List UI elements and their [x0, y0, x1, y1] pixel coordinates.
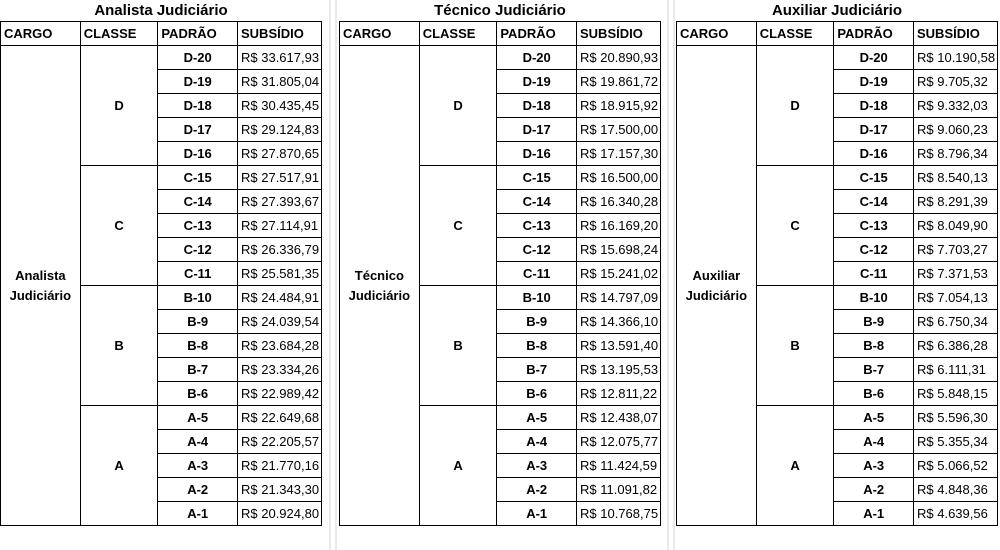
salary-block-analista — [0, 0, 322, 526]
block-title: Técnico Judiciário — [434, 2, 566, 19]
table-row — [677, 46, 998, 70]
subsidio-cell: R$ 17.157,30 — [577, 142, 661, 166]
padrao-cell: D-20 — [158, 46, 238, 70]
subsidio-cell: R$ 22.989,42 — [238, 382, 322, 406]
table-row — [1, 46, 322, 70]
header-padrao: PADRÃO — [158, 22, 238, 46]
padrao-cell: C-15 — [834, 166, 914, 190]
table-row — [340, 46, 661, 70]
header-cargo: CARGO — [677, 22, 757, 46]
table-body — [340, 46, 661, 526]
subsidio-cell: R$ 9.705,32 — [914, 70, 998, 94]
salary-table — [676, 21, 998, 526]
padrao-cell: D-20 — [497, 46, 577, 70]
padrao-cell: D-19 — [834, 70, 914, 94]
padrao-cell: C-14 — [834, 190, 914, 214]
padrao-cell: D-17 — [834, 118, 914, 142]
subsidio-cell: R$ 16.169,20 — [577, 214, 661, 238]
subsidio-cell: R$ 24.484,91 — [238, 286, 322, 310]
padrao-cell: A-5 — [834, 406, 914, 430]
subsidio-cell: R$ 16.500,00 — [577, 166, 661, 190]
subsidio-cell: R$ 17.500,00 — [577, 118, 661, 142]
padrao-cell: C-15 — [497, 166, 577, 190]
padrao-cell: A-3 — [497, 454, 577, 478]
classe-cell: B — [756, 286, 834, 406]
padrao-cell: A-3 — [158, 454, 238, 478]
classe-cell: B — [419, 286, 497, 406]
header-subsidio: SUBSÍDIO — [577, 22, 661, 46]
classe-cell: D — [419, 46, 497, 166]
subsidio-cell: R$ 33.617,93 — [238, 46, 322, 70]
padrao-cell: D-19 — [158, 70, 238, 94]
classe-cell: C — [80, 166, 158, 286]
padrao-cell: B-9 — [158, 310, 238, 334]
table-body — [1, 46, 322, 526]
padrao-cell: C-12 — [834, 238, 914, 262]
subsidio-cell: R$ 23.684,28 — [238, 334, 322, 358]
subsidio-cell: R$ 15.241,02 — [577, 262, 661, 286]
subsidio-cell: R$ 13.195,53 — [577, 358, 661, 382]
subsidio-cell: R$ 10.768,75 — [577, 502, 661, 526]
subsidio-cell: R$ 5.848,15 — [914, 382, 998, 406]
classe-cell: D — [756, 46, 834, 166]
cargo-cell: Analista Judiciário — [1, 46, 81, 526]
subsidio-cell: R$ 8.540,13 — [914, 166, 998, 190]
padrao-cell: D-17 — [497, 118, 577, 142]
padrao-cell: C-11 — [158, 262, 238, 286]
padrao-cell: B-9 — [497, 310, 577, 334]
classe-cell: D — [80, 46, 158, 166]
padrao-cell: D-16 — [497, 142, 577, 166]
header-cargo: CARGO — [340, 22, 420, 46]
classe-cell: A — [419, 406, 497, 526]
padrao-cell: A-4 — [158, 430, 238, 454]
subsidio-cell: R$ 5.355,34 — [914, 430, 998, 454]
subsidio-cell: R$ 27.870,65 — [238, 142, 322, 166]
cargo-cell: Auxiliar Judiciário — [677, 46, 757, 526]
subsidio-cell: R$ 26.336,79 — [238, 238, 322, 262]
subsidio-cell: R$ 20.890,93 — [577, 46, 661, 70]
subsidio-cell: R$ 12.438,07 — [577, 406, 661, 430]
header-cargo: CARGO — [1, 22, 81, 46]
padrao-cell: A-2 — [158, 478, 238, 502]
subsidio-cell: R$ 20.924,80 — [238, 502, 322, 526]
subsidio-cell: R$ 6.386,28 — [914, 334, 998, 358]
padrao-cell: D-19 — [497, 70, 577, 94]
subsidio-cell: R$ 8.291,39 — [914, 190, 998, 214]
padrao-cell: B-6 — [158, 382, 238, 406]
subsidio-cell: R$ 27.393,67 — [238, 190, 322, 214]
padrao-cell: C-13 — [834, 214, 914, 238]
subsidio-cell: R$ 4.848,36 — [914, 478, 998, 502]
padrao-cell: D-17 — [158, 118, 238, 142]
subsidio-cell: R$ 7.371,53 — [914, 262, 998, 286]
padrao-cell: C-14 — [158, 190, 238, 214]
header-row — [1, 22, 322, 46]
subsidio-cell: R$ 21.343,30 — [238, 478, 322, 502]
subsidio-cell: R$ 9.332,03 — [914, 94, 998, 118]
subsidio-cell: R$ 31.805,04 — [238, 70, 322, 94]
subsidio-cell: R$ 10.190,58 — [914, 46, 998, 70]
classe-cell: C — [756, 166, 834, 286]
subsidio-cell: R$ 11.091,82 — [577, 478, 661, 502]
block-title: Auxiliar Judiciário — [771, 2, 903, 19]
padrao-cell: B-8 — [497, 334, 577, 358]
subsidio-cell: R$ 23.334,26 — [238, 358, 322, 382]
padrao-cell: A-2 — [497, 478, 577, 502]
padrao-cell: D-18 — [497, 94, 577, 118]
header-classe: CLASSE — [756, 22, 834, 46]
padrao-cell: A-5 — [158, 406, 238, 430]
padrao-cell: C-12 — [158, 238, 238, 262]
subsidio-cell: R$ 5.596,30 — [914, 406, 998, 430]
padrao-cell: A-3 — [834, 454, 914, 478]
padrao-cell: B-6 — [497, 382, 577, 406]
padrao-cell: D-18 — [158, 94, 238, 118]
padrao-cell: A-2 — [834, 478, 914, 502]
subsidio-cell: R$ 9.060,23 — [914, 118, 998, 142]
padrao-cell: D-20 — [834, 46, 914, 70]
salary-table — [339, 21, 661, 526]
block-title: Analista Judiciário — [94, 2, 228, 19]
subsidio-cell: R$ 14.366,10 — [577, 310, 661, 334]
padrao-cell: A-4 — [497, 430, 577, 454]
padrao-cell: A-1 — [497, 502, 577, 526]
salary-block-tecnico — [339, 0, 661, 526]
subsidio-cell: R$ 4.639,56 — [914, 502, 998, 526]
padrao-cell: B-8 — [834, 334, 914, 358]
table-body — [677, 46, 998, 526]
subsidio-cell: R$ 16.340,28 — [577, 190, 661, 214]
header-subsidio: SUBSÍDIO — [238, 22, 322, 46]
padrao-cell: C-11 — [497, 262, 577, 286]
classe-cell: A — [80, 406, 158, 526]
salary-table — [0, 21, 322, 526]
cargo-cell: Técnico Judiciário — [340, 46, 420, 526]
padrao-cell: C-13 — [497, 214, 577, 238]
subsidio-cell: R$ 8.049,90 — [914, 214, 998, 238]
subsidio-cell: R$ 12.075,77 — [577, 430, 661, 454]
subsidio-cell: R$ 5.066,52 — [914, 454, 998, 478]
subsidio-cell: R$ 13.591,40 — [577, 334, 661, 358]
padrao-cell: C-15 — [158, 166, 238, 190]
padrao-cell: B-10 — [158, 286, 238, 310]
subsidio-cell: R$ 8.796,34 — [914, 142, 998, 166]
subsidio-cell: R$ 11.424,59 — [577, 454, 661, 478]
subsidio-cell: R$ 22.205,57 — [238, 430, 322, 454]
salary-block-auxiliar — [676, 0, 998, 526]
header-classe: CLASSE — [419, 22, 497, 46]
padrao-cell: B-7 — [834, 358, 914, 382]
padrao-cell: B-10 — [834, 286, 914, 310]
padrao-cell: B-8 — [158, 334, 238, 358]
subsidio-cell: R$ 18.915,92 — [577, 94, 661, 118]
subsidio-cell: R$ 21.770,16 — [238, 454, 322, 478]
header-classe: CLASSE — [80, 22, 158, 46]
padrao-cell: C-12 — [497, 238, 577, 262]
padrao-cell: B-7 — [158, 358, 238, 382]
padrao-cell: C-13 — [158, 214, 238, 238]
padrao-cell: C-11 — [834, 262, 914, 286]
padrao-cell: D-18 — [834, 94, 914, 118]
padrao-cell: A-1 — [834, 502, 914, 526]
padrao-cell: A-4 — [834, 430, 914, 454]
subsidio-cell: R$ 27.114,91 — [238, 214, 322, 238]
padrao-cell: C-14 — [497, 190, 577, 214]
padrao-cell: D-16 — [158, 142, 238, 166]
subsidio-cell: R$ 27.517,91 — [238, 166, 322, 190]
header-row — [340, 22, 661, 46]
padrao-cell: B-6 — [834, 382, 914, 406]
padrao-cell: B-7 — [497, 358, 577, 382]
classe-cell: B — [80, 286, 158, 406]
header-padrao: PADRÃO — [834, 22, 914, 46]
subsidio-cell: R$ 6.111,31 — [914, 358, 998, 382]
subsidio-cell: R$ 7.703,27 — [914, 238, 998, 262]
subsidio-cell: R$ 25.581,35 — [238, 262, 322, 286]
header-row — [677, 22, 998, 46]
subsidio-cell: R$ 7.054,13 — [914, 286, 998, 310]
classe-cell: A — [756, 406, 834, 526]
header-subsidio: SUBSÍDIO — [914, 22, 998, 46]
subsidio-cell: R$ 15.698,24 — [577, 238, 661, 262]
subsidio-cell: R$ 30.435,45 — [238, 94, 322, 118]
subsidio-cell: R$ 19.861,72 — [577, 70, 661, 94]
subsidio-cell: R$ 29.124,83 — [238, 118, 322, 142]
header-padrao: PADRÃO — [497, 22, 577, 46]
subsidio-cell: R$ 12.811,22 — [577, 382, 661, 406]
subsidio-cell: R$ 6.750,34 — [914, 310, 998, 334]
subsidio-cell: R$ 24.039,54 — [238, 310, 322, 334]
classe-cell: C — [419, 166, 497, 286]
subsidio-cell: R$ 22.649,68 — [238, 406, 322, 430]
padrao-cell: A-5 — [497, 406, 577, 430]
padrao-cell: A-1 — [158, 502, 238, 526]
padrao-cell: B-10 — [497, 286, 577, 310]
padrao-cell: D-16 — [834, 142, 914, 166]
padrao-cell: B-9 — [834, 310, 914, 334]
subsidio-cell: R$ 14.797,09 — [577, 286, 661, 310]
